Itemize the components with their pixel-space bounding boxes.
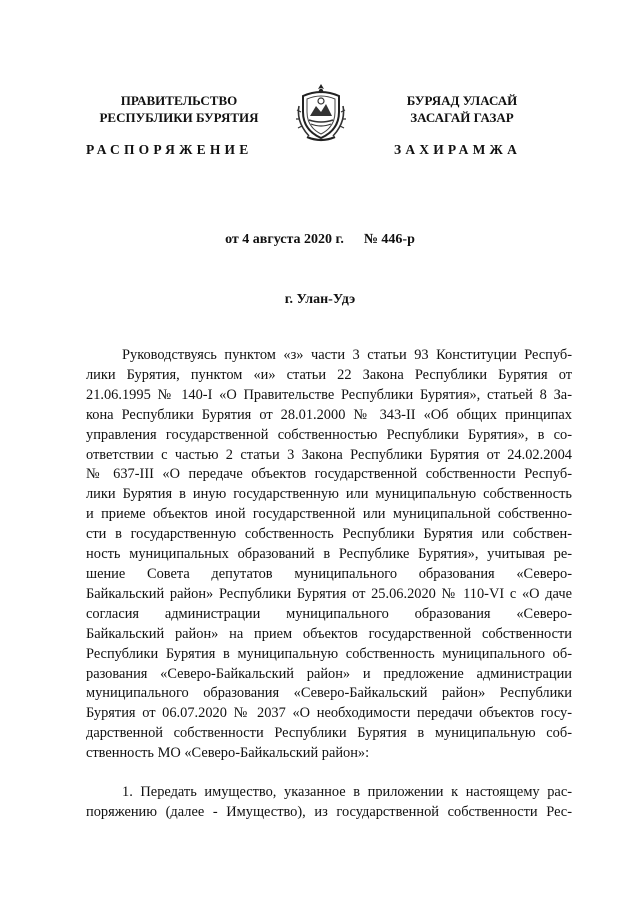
- text-line: разования «Северо-Байкальский район» и предложение администрации: [86, 665, 572, 682]
- issuer-buryat-line1: БУРЯАД УЛАСАЙ: [406, 93, 518, 108]
- text-line: Байкальский район» на прием объектов государственной собственности: [86, 625, 572, 642]
- text-line: Республики Бурятия в муниципальную собственность муниципального об-: [86, 645, 572, 662]
- text-line: поряжению (далее - Имущество), из государственной собственности Рес-: [86, 803, 572, 820]
- text-line: № 637-III «О передаче объектов государственной собственности Респуб-: [86, 466, 572, 483]
- act-type-buryat: ЗАХИРАМЖА: [394, 142, 522, 157]
- text-line: ответствии с частью 2 статьи 3 Закона Республики Бурятия от 24.02.2004: [86, 446, 572, 463]
- text-line: кона Республики Бурятия от 28.01.2000 № 343-II «Об общих принципах: [86, 406, 572, 423]
- document-dateline: [0, 232, 640, 248]
- issuer-buryat-line2: ЗАСАГАЙ ГАЗАР: [410, 110, 514, 125]
- coat-of-arms-icon: [293, 82, 349, 144]
- act-type-russian: РАСПОРЯЖЕНИЕ: [86, 142, 253, 157]
- document-city: г. Улан-Удэ: [284, 292, 356, 307]
- text-line: Бурятия от 06.07.2020 № 2037 «О необходимости передачи объектов госу-: [86, 705, 572, 722]
- issuer-buryat: [372, 92, 552, 126]
- text-line: ственность МО «Северо-Байкальский район»:: [86, 745, 370, 762]
- text-line: дарственной собственности Республики Бурятия в муниципальную соб-: [86, 725, 572, 742]
- text-line: лики Бурятия, пунктом «и» статьи 22 Закона Республики Бурятия от: [86, 366, 572, 383]
- issuer-russian-line1: ПРАВИТЕЛЬСТВО: [120, 93, 238, 108]
- text-line: лики Бурятия в иную государственную или муниципальную собственность: [86, 486, 572, 503]
- issuer-russian-line2: РЕСПУБЛИКИ БУРЯТИЯ: [99, 110, 259, 125]
- text-line: сти в государственную собственность Республики Бурятия или собствен-: [86, 526, 572, 543]
- text-line: шение Совета депутатов муниципального образования «Северо-: [86, 565, 572, 582]
- text-line: Байкальский район» Республики Бурятия от 25.06.2020 № 110-VI с «О даче: [86, 585, 572, 602]
- text-line: и приеме объектов иной государственной или муниципальной собственно-: [86, 506, 572, 523]
- clause-1-paragraph: [86, 783, 572, 823]
- text-line: 21.06.1995 № 140-I «О Правительстве Республики Бурятия», статьей 8 За-: [86, 386, 572, 403]
- text-line: 1. Передать имущество, указанное в приложении к настоящему рас-: [122, 784, 572, 800]
- text-line: согласия администрации муниципального образования «Северо-: [86, 605, 572, 622]
- document-number: № 446-р: [363, 232, 415, 247]
- text-line: управления государственной собственностью Республики Бурятия», в со-: [86, 426, 572, 443]
- issuer-russian: [84, 92, 274, 126]
- document-date: от 4 августа 2020 г.: [225, 232, 344, 247]
- text-line: Руководствуясь пунктом «з» части 3 статьи 93 Конституции Респуб-: [122, 347, 572, 363]
- text-line: ность муниципальных образований в Республике Бурятия», учитывая ре-: [86, 546, 572, 563]
- text-line: муниципального образования «Северо-Байкальский район» Республики: [86, 685, 572, 702]
- preamble-paragraph: [86, 346, 572, 764]
